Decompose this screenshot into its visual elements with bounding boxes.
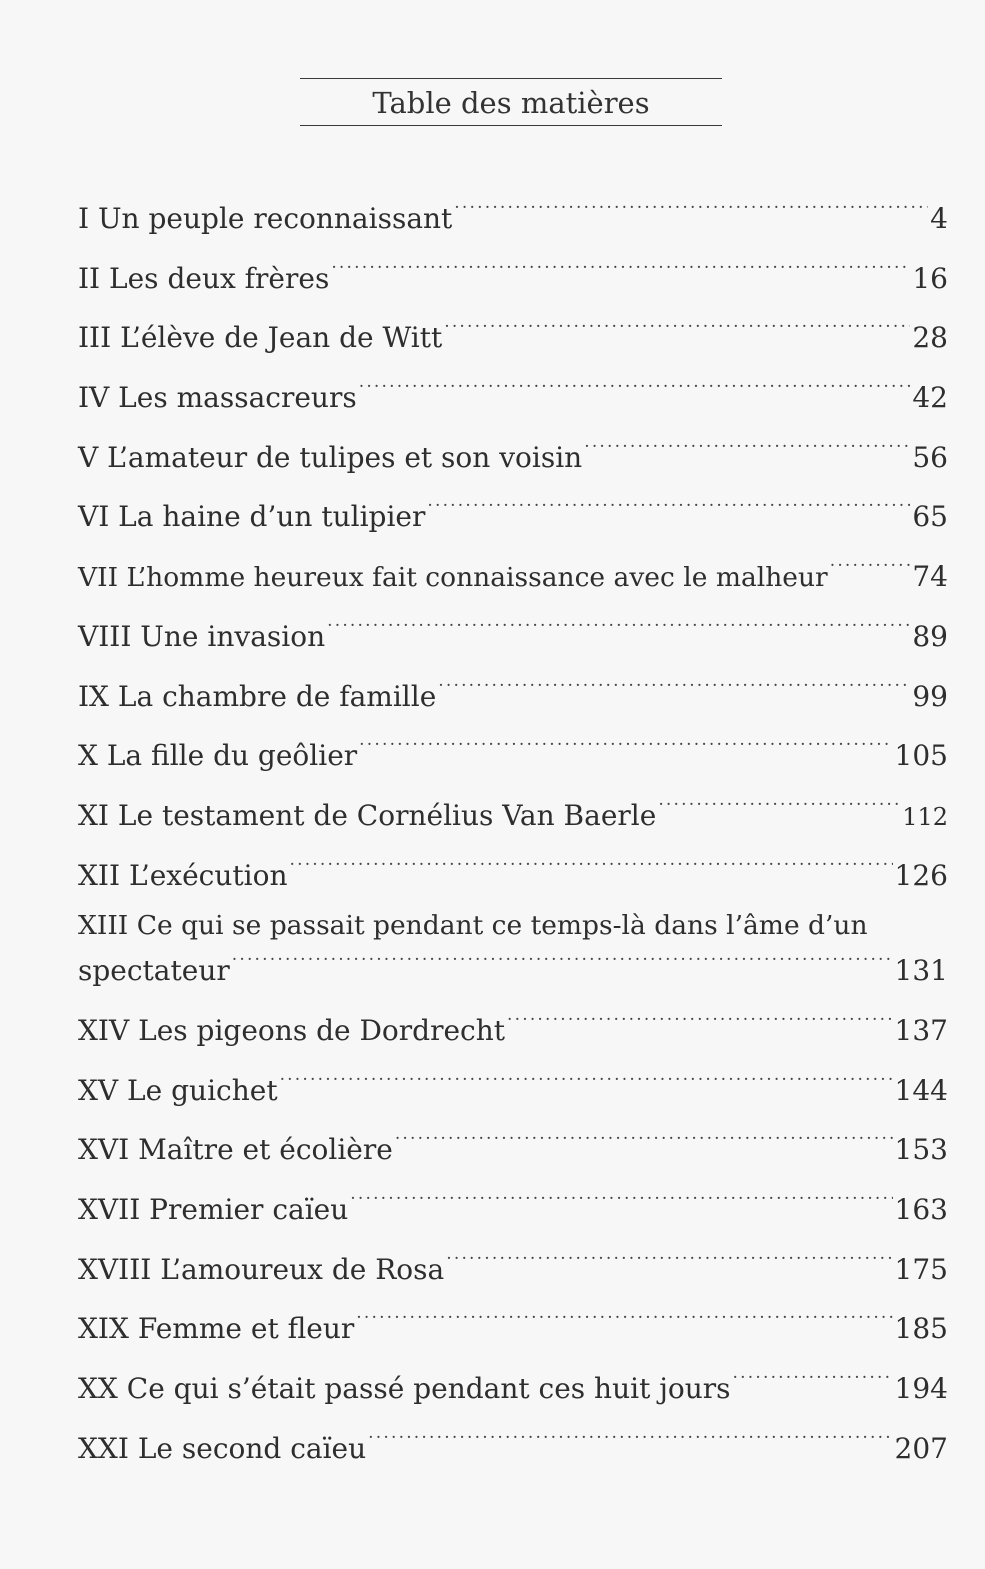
toc-entry [78,789,948,832]
toc-entry-page: 74 [912,560,948,594]
toc-entry-label: V L’amateur de tulipes et son voisin [78,440,583,474]
page-title: Table des matières [372,86,650,120]
toc-entry [78,908,948,988]
toc-entry-label: III L’élève de Jean de Witt [78,321,443,355]
toc-entry-label: XV Le guichet [78,1073,278,1107]
toc-entry-page: 126 [894,858,948,892]
toc-entry-label-cont: spectateur [78,954,230,988]
toc-entry-label: IV Les massacreurs [78,381,357,415]
toc-entry-page: 137 [894,1013,948,1047]
toc-entry-page: 4 [930,202,948,235]
toc-entry-label: XVIII L’amoureux de Rosa [78,1252,445,1286]
toc-entry [78,252,948,295]
dot-leader [427,490,910,526]
toc-entry [78,1183,948,1226]
dot-leader [368,1422,892,1458]
dot-leader [350,1183,892,1219]
dot-leader [446,1243,892,1279]
toc-entry-page: 28 [912,321,948,355]
toc-entry [78,192,948,235]
toc-entry [78,1123,948,1167]
toc-entry [78,849,948,892]
dot-leader [444,311,910,347]
toc-entry-page: 163 [894,1193,948,1226]
toc-entry-page: 144 [894,1073,948,1107]
toc-entry-label: XI Le testament de Cornélius Van Baerle [78,798,657,832]
toc-entry [78,1243,948,1286]
dot-leader [438,670,910,706]
toc-entry-page: 175 [894,1252,948,1286]
dot-leader [280,1064,893,1100]
toc-entry-page: 16 [912,261,948,295]
toc-entry [78,431,948,474]
toc-entry-label: I Un peuple reconnaissant [78,202,453,235]
toc-entry-label: X La fille du geôlier [78,739,358,773]
toc-entry [78,490,948,534]
dot-leader [395,1123,893,1159]
toc-entry-page: 185 [894,1312,948,1346]
toc-entry-label: XIV Les pigeons de Dordrecht [78,1013,506,1047]
toc-entry-page: 207 [894,1431,948,1465]
dot-leader [830,550,911,586]
dot-leader [733,1362,893,1398]
toc-entry-label: VII L’homme heureux fait connaissance avec le malheur [78,562,828,594]
toc-entry [78,670,948,713]
dot-leader [331,252,910,288]
dot-leader [658,789,900,825]
toc-entry-label: VI La haine d’un tulipier [78,500,426,534]
toc-entry-page: 99 [912,679,948,713]
toc-entry-page: 153 [894,1133,948,1167]
dot-leader [454,192,928,228]
toc-entry [78,729,948,773]
toc-entry-label: VIII Une invasion [78,619,326,653]
dot-leader [507,1004,893,1040]
dot-leader [359,371,911,407]
toc-entry [78,1302,948,1346]
toc-entry-page: 42 [912,381,948,415]
toc-entry [78,1362,948,1406]
dot-leader [289,849,892,885]
toc-entry-page: 105 [894,739,948,773]
title-block [300,78,722,126]
toc-entry [78,1064,948,1107]
toc-entry-label: XIX Femme et fleur [78,1312,355,1346]
toc-entry-page: 56 [912,440,948,474]
toc-entry [78,1422,948,1465]
toc-entry [78,1004,948,1047]
dot-leader [356,1302,892,1338]
toc-entry-page: 89 [912,619,948,653]
toc-entry [78,371,948,415]
title-bottom-rule [300,125,722,126]
toc-entry-label: XXI Le second caïeu [78,1431,367,1465]
toc-entry-label: XII L’exécution [78,858,288,892]
toc-entry [78,311,948,355]
dot-leader [327,610,910,646]
toc-entry-page: 194 [894,1372,948,1406]
toc-entry-page: 65 [912,500,948,534]
dot-leader [232,944,893,980]
toc-entry-label: II Les deux frères [78,261,330,295]
toc-entry-label: XX Ce qui s’était passé pendant ces huit jours [78,1372,731,1406]
toc-entry-page: 112 [902,802,948,831]
table-of-contents [78,192,948,1481]
toc-entry-continuation [78,944,948,988]
toc-entry-label: XVII Premier caïeu [78,1193,349,1226]
toc-entry-label: XIII Ce qui se passait pendant ce temps-là dans l’âme d’un [78,910,868,942]
dot-leader [584,431,910,467]
dot-leader [359,729,892,765]
toc-entry-label: IX La chambre de famille [78,679,437,713]
toc-entry [78,550,948,594]
toc-entry [78,610,948,653]
toc-entry-label: XVI Maître et écolière [78,1133,393,1167]
toc-entry-page: 131 [894,954,948,988]
